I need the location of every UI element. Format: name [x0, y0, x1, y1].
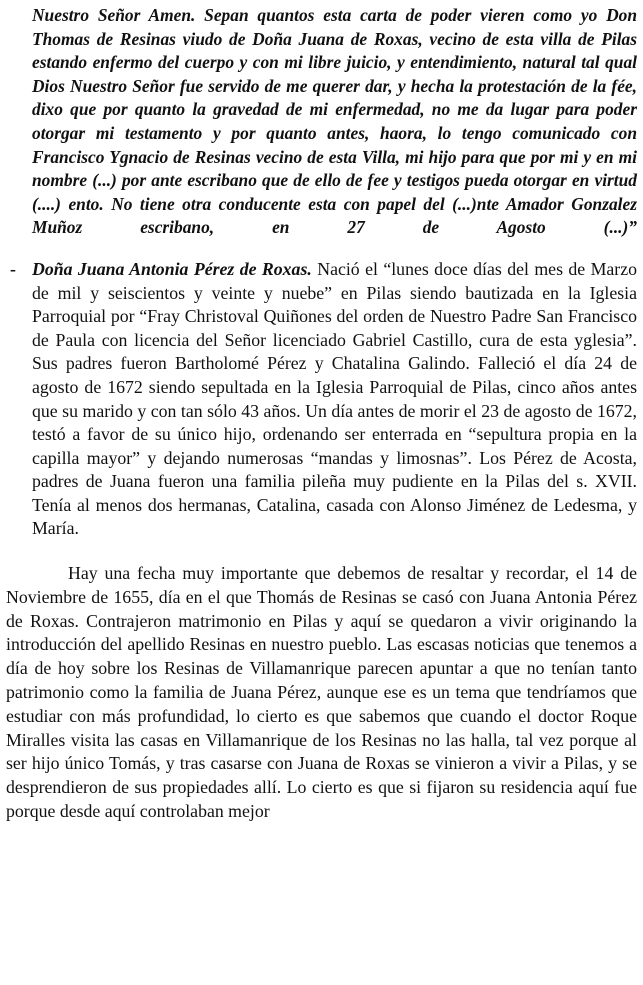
biography-text: Nació el “lunes doce días del mes de Marzo de mil y seiscientos y veinte y nuebe” en Pilas siendo bautizada en la Iglesia Parroquial por “Fray Christoval Quiñones del orden de Nuestro Padre San Francisco de Paula con licencia del Señor licenciado Gabriel Castillo, cura de esta yglesia”. Sus padres fueron Bartholomé Pérez y Chatalina Galindo. Falleció el día 24 de agosto de 1672 siendo sepultada en la Iglesia Parroquial de Pilas, cinco años antes que su marido y con tan sólo 43 años. Un día antes de morir el 23 de agosto de 1672, testó a favor de su único hijo, ordenando ser enterrada en “sepultura propia en la capilla mayor” y dejando numerosas “mandas y limosnas”. Los Pérez de Acosta, padres de Juana fueron una familia pileña muy pudiente en la Pilas del s. XVII. Tenía al menos dos hermanas, Catalina, casada con Alonso Jiménez de Ledesma, y María. [32, 258, 637, 539]
list-dash: - [10, 258, 16, 279]
biography-name: Doña Juana Antonia Pérez de Roxas. [32, 258, 312, 279]
biography-entry [10, 258, 637, 541]
body-paragraph: Hay una fecha muy importante que debemos de resaltar y recordar, el 14 de Noviembre de 1655, día en el que Thomás de Resinas se casó con Juana Antonia Pérez de Roxas. Contrajeron matrimonio en Pilas y aquí se quedaron a vivir originando la introducción del apellido Resinas en nuestro pueblo. Las escasas noticias que tenemos a día de hoy sobre los Resinas de Villamanrique parecen apuntar a que no tenían tanto patrimonio como la familia de Juana Pérez, aunque ese es un tema que tendríamos que estudiar con más profundidad, lo cierto es que sabemos que cuando el doctor Roque Miralles visita las casas en Villamanrique de los Resinas no las halla, tal vez porque al ser hijo único Tomás, y tras casarse con Juana de Roxas se vinieron a vivir a Pilas, y se desprendieron de sus propiedades allí. Lo cierto es que si fijaron su residencia aquí fue porque desde aquí controlaban mejor [6, 563, 637, 822]
testament-quote: Nuestro Señor Amen. Sepan quantos esta carta de poder vieren como yo Don Thomas de Resinas viudo de Doña Juana de Roxas, vecino de esta villa de Pilas estando enfermo del cuerpo y con mi libre juicio, y entendimiento, natural tal qual Dios Nuestro Señor fue servido de me querer dar, y hecha la protestación de la fée, dixo que por quanto la gravedad de mi enfermedad, no me da lugar para poder otorgar mi testamento y por quanto antes, haora, lo tengo comunicado con Francisco Ygnacio de Resinas vecino de esta Villa, mi hijo para que por mi y en mi nombre (...) por ante escribano que de ello de fee y testigos pueda otorgar en virtud (....) ento. No tiene otra conducente esta con papel del (...)nte Amador Gonzalez Muñoz escribano, en 27 de Agosto (...)” [32, 5, 637, 238]
